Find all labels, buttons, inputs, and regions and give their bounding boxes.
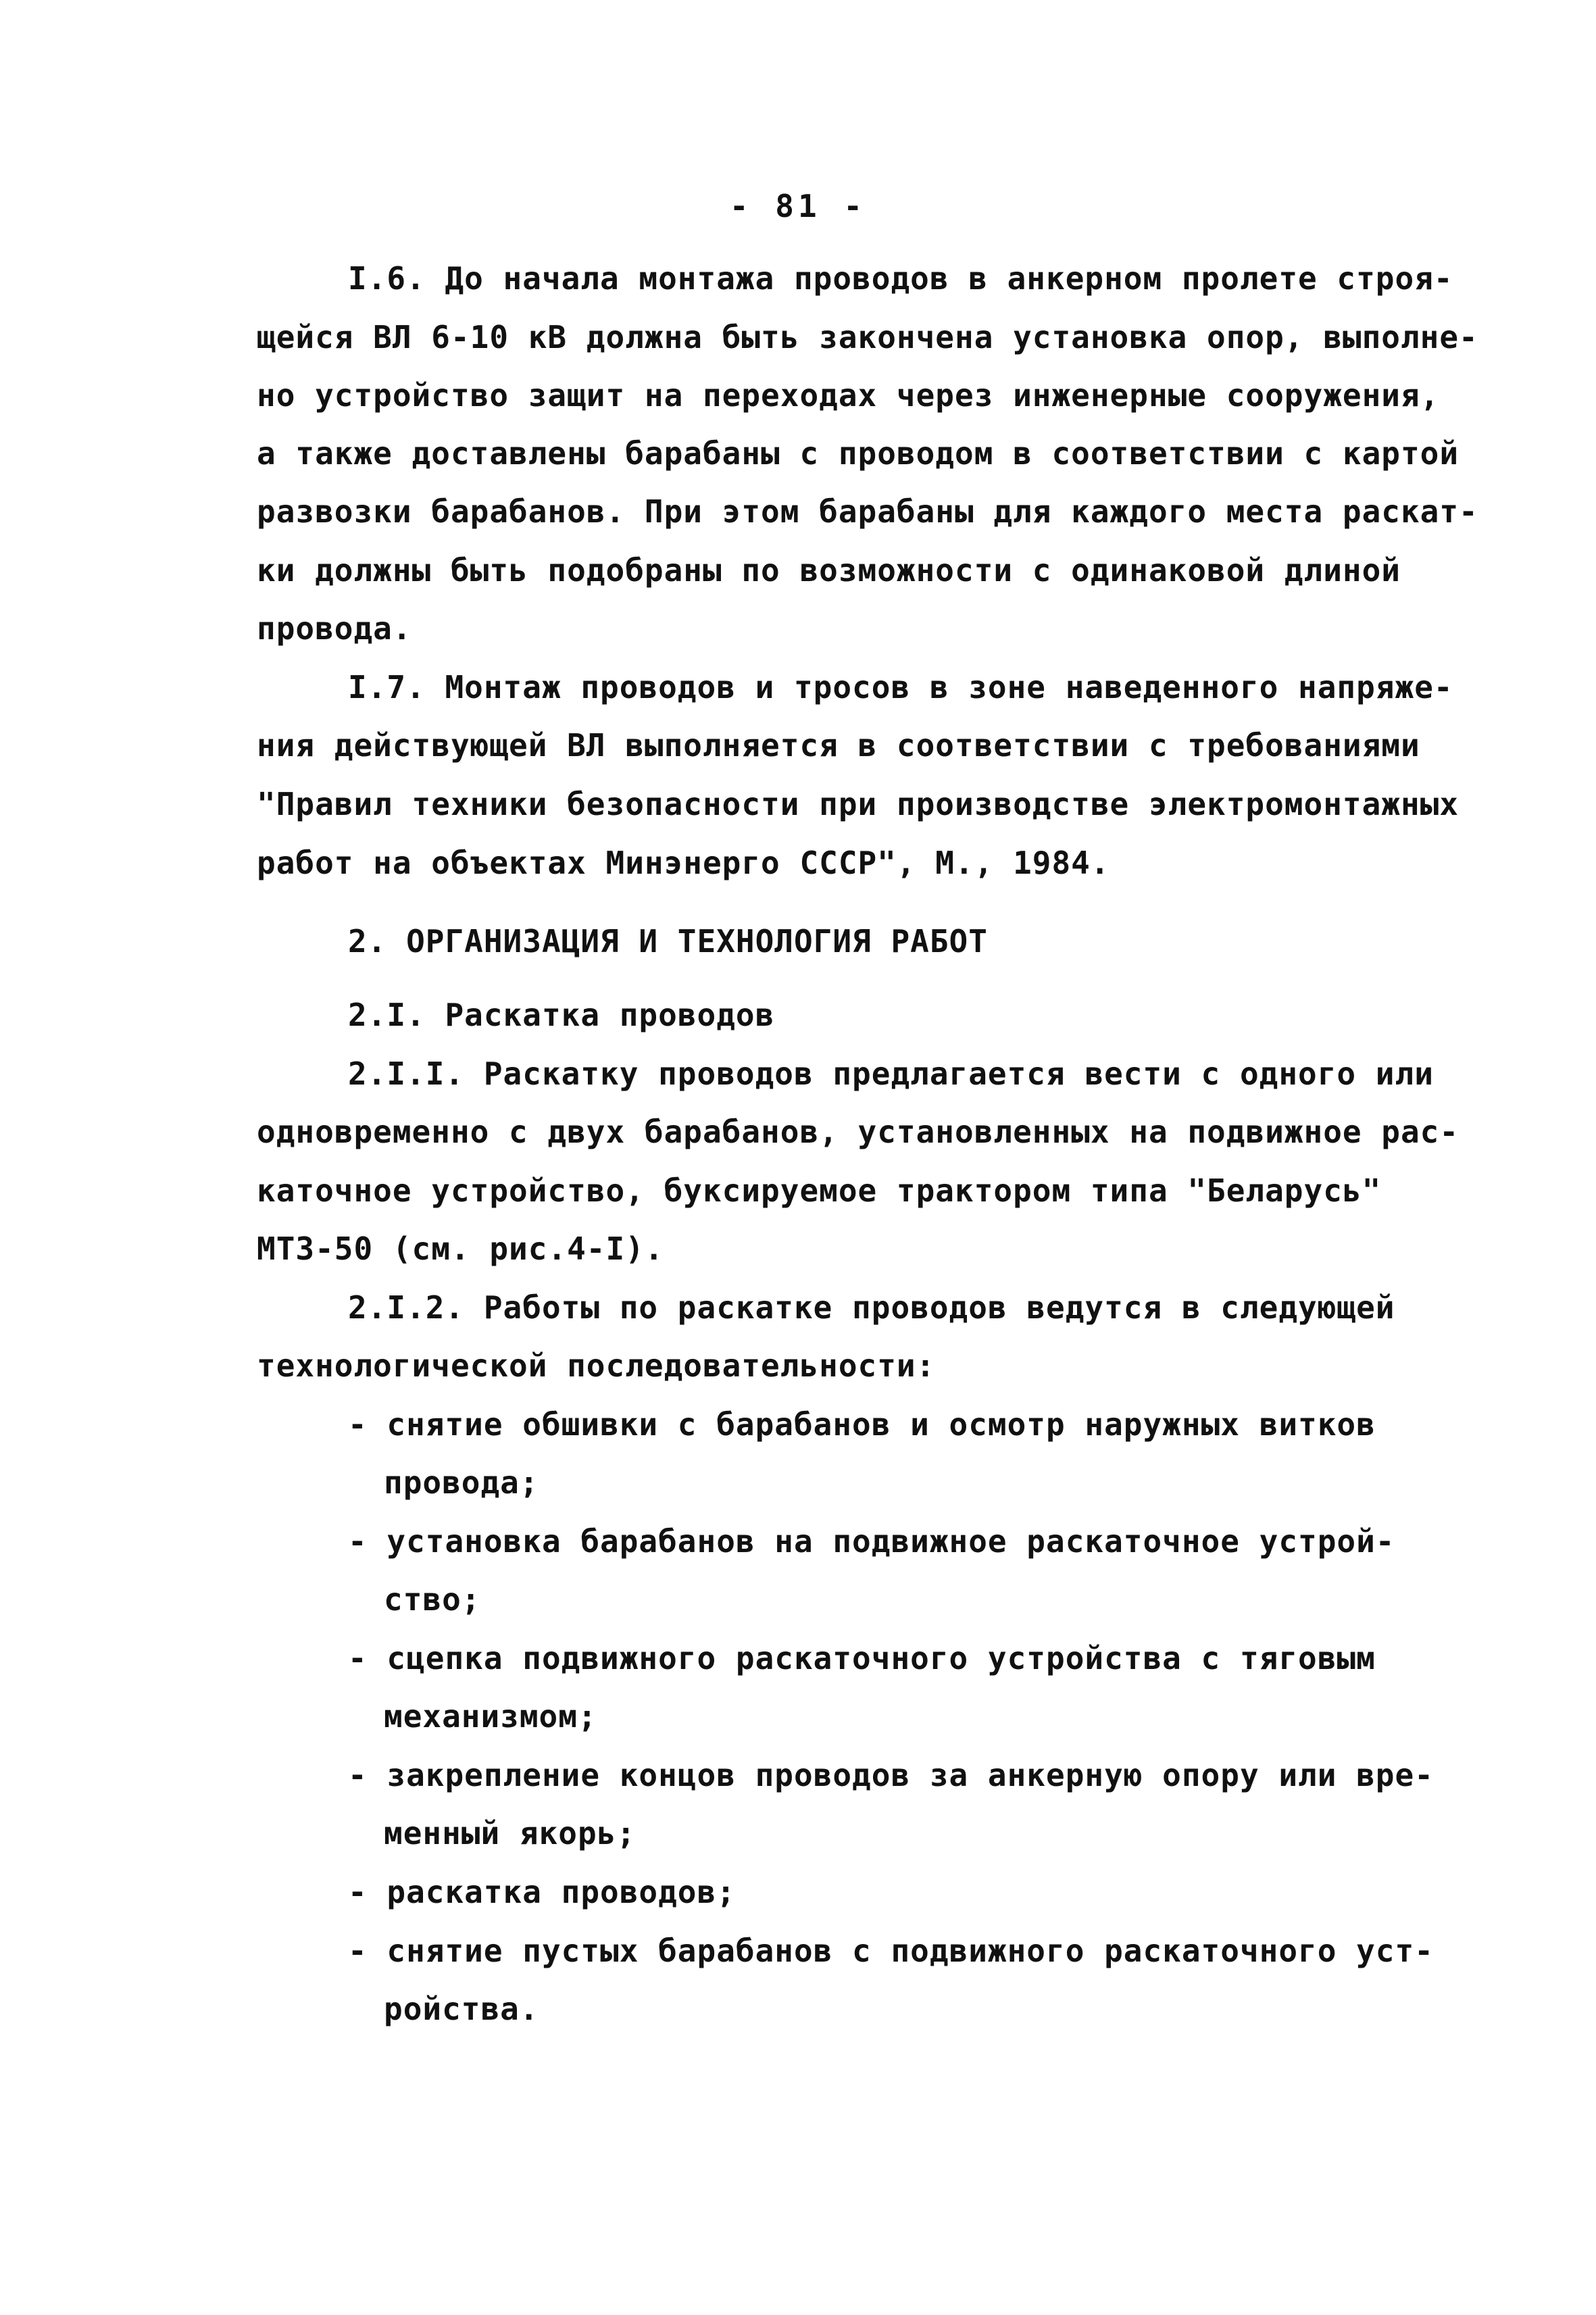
list-item-6-line-1: - снятие пустых барабанов с подвижного раскаточного уст-	[348, 1933, 1434, 1969]
list-item-4-line-2: менный якорь;	[384, 1815, 637, 1851]
paragraph-1-6-line-4: а также доставлены барабаны с проводом в соответствии с картой	[257, 435, 1460, 472]
list-item-5-line-1: - раскатка проводов;	[348, 1874, 736, 1910]
paragraph-1-7-line-4: работ на объектах Минэнерго СССР", М., 1984.	[257, 845, 1110, 881]
list-item-2-line-1: - установка барабанов на подвижное раскаточное устрой-	[348, 1523, 1395, 1560]
list-item-3-line-1: - сцепка подвижного раскаточного устройства с тяговым	[348, 1640, 1376, 1676]
paragraph-1-6-line-6: ки должны быть подобраны по возможности с одинаковой длиной	[257, 552, 1401, 589]
paragraph-2-1-2-line-1: 2.I.2. Работы по раскатке проводов ведутся в следующей	[348, 1289, 1395, 1326]
list-item-1-line-2: провода;	[384, 1464, 539, 1501]
paragraph-1-7-line-3: "Правил техники безопасности при производстве электромонтажных	[257, 786, 1460, 822]
paragraph-2-1-2-line-2: технологической последовательности:	[257, 1347, 936, 1384]
paragraph-1-6-line-7: провода.	[257, 610, 412, 647]
paragraph-1-7-line-1: I.7. Монтаж проводов и тросов в зоне наведенного напряже-	[348, 669, 1453, 705]
paragraph-1-6-line-5: развозки барабанов. При этом барабаны для каждого места раскат-	[257, 493, 1478, 530]
page-number: - 81 -	[729, 188, 867, 224]
paragraph-1-6-line-1: I.6. До начала монтажа проводов в анкерном пролете строя-	[348, 260, 1453, 297]
section-2-heading: 2. ОРГАНИЗАЦИЯ И ТЕХНОЛОГИЯ РАБОТ	[348, 923, 988, 960]
paragraph-2-1-1-line-3: каточное устройство, буксируемое трактором типа "Беларусь"	[257, 1172, 1382, 1209]
paragraph-1-7-line-2: ния действующей ВЛ выполняется в соответствии с требованиями	[257, 727, 1420, 764]
paragraph-2-1-1-line-1: 2.I.I. Раскатку проводов предлагается вести с одного или	[348, 1055, 1434, 1092]
list-item-3-line-2: механизмом;	[384, 1698, 597, 1735]
paragraph-2-1-1-line-4: МТЗ-50 (см. рис.4-I).	[257, 1230, 664, 1267]
list-item-4-line-1: - закрепление концов проводов за анкерную опору или вре-	[348, 1757, 1434, 1793]
list-item-1-line-1: - снятие обшивки с барабанов и осмотр наружных витков	[348, 1406, 1376, 1443]
paragraph-2-1-1-line-2: одновременно с двух барабанов, установленных на подвижное рас-	[257, 1114, 1460, 1150]
list-item-6-line-2: ройства.	[384, 1991, 539, 2027]
paragraph-1-6-line-3: но устройство защит на переходах через инженерные сооружения,	[257, 377, 1440, 414]
paragraph-1-6-line-2: щейся ВЛ 6-10 кВ должна быть закончена установка опор, выполне-	[257, 319, 1478, 355]
list-item-2-line-2: ство;	[384, 1581, 481, 1618]
subsection-2-1-heading: 2.I. Раскатка проводов	[348, 997, 775, 1033]
